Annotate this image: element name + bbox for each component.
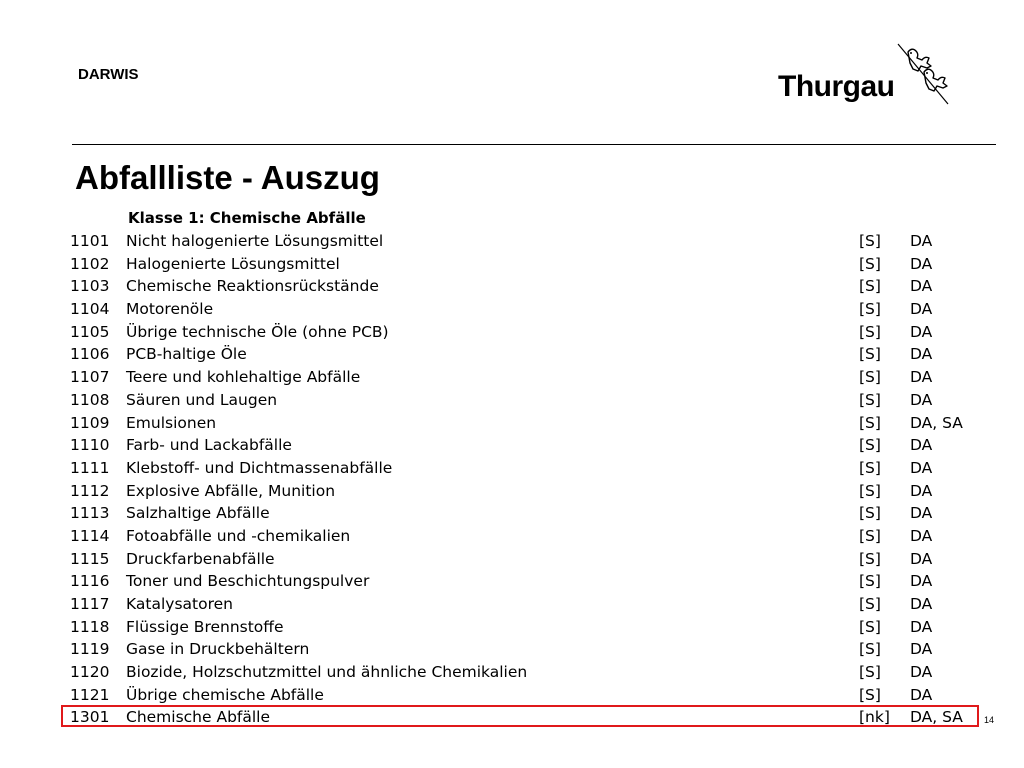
waste-category: [S] bbox=[859, 504, 881, 523]
waste-name: Farb- und Lackabfälle bbox=[126, 436, 292, 455]
waste-treatment: DA bbox=[910, 390, 933, 409]
table-row bbox=[0, 275, 1024, 298]
waste-category: [S] bbox=[859, 300, 881, 319]
waste-name: Gase in Druckbehältern bbox=[126, 640, 310, 659]
waste-code: 1105 bbox=[70, 322, 110, 341]
waste-category: [S] bbox=[859, 413, 881, 432]
waste-category: [S] bbox=[859, 232, 881, 250]
waste-code: 1112 bbox=[70, 481, 110, 500]
waste-code: 1109 bbox=[70, 413, 110, 432]
table-row bbox=[0, 366, 1024, 389]
logo-text: Thurgau bbox=[778, 70, 895, 103]
table-row bbox=[0, 343, 1024, 366]
waste-category: [S] bbox=[859, 481, 881, 500]
table-row bbox=[0, 480, 1024, 503]
waste-code: 1114 bbox=[70, 526, 110, 545]
page-number: 14 bbox=[984, 715, 995, 725]
waste-code: 1117 bbox=[70, 595, 110, 613]
table-row bbox=[0, 298, 1024, 321]
waste-category: [S] bbox=[859, 549, 881, 568]
class-heading: Klasse 1: Chemische Abfälle bbox=[128, 209, 366, 227]
waste-treatment: DA bbox=[910, 504, 933, 523]
waste-treatment: DA bbox=[910, 322, 933, 341]
waste-name: Druckfarbenabfälle bbox=[126, 549, 275, 568]
waste-treatment: DA bbox=[910, 685, 933, 704]
waste-name: PCB-haltige Öle bbox=[126, 345, 247, 364]
table-row bbox=[0, 321, 1024, 344]
thurgau-lion-emblem-icon bbox=[896, 42, 950, 106]
waste-treatment: DA bbox=[910, 526, 933, 545]
table-row bbox=[0, 412, 1024, 435]
waste-category: [S] bbox=[859, 595, 881, 613]
waste-category: [S] bbox=[859, 277, 881, 296]
waste-treatment: DA bbox=[910, 481, 933, 500]
page-title: Abfallliste - Auszug bbox=[75, 159, 380, 196]
table-row bbox=[0, 434, 1024, 457]
waste-name: Explosive Abfälle, Munition bbox=[126, 481, 336, 500]
waste-category: [S] bbox=[859, 368, 881, 387]
table-row bbox=[0, 638, 1024, 661]
highlight-box bbox=[61, 705, 979, 727]
waste-treatment: DA bbox=[910, 663, 933, 682]
table-row bbox=[0, 661, 1024, 684]
table-row bbox=[0, 502, 1024, 525]
waste-treatment: DA bbox=[910, 300, 933, 319]
waste-name: Fotoabfälle und -chemikalien bbox=[126, 526, 351, 545]
waste-treatment: DA bbox=[910, 549, 933, 568]
waste-treatment: DA bbox=[910, 277, 933, 296]
waste-code: 1301 bbox=[70, 708, 110, 727]
waste-name: Übrige chemische Abfälle bbox=[126, 685, 324, 704]
waste-name: Chemische Reaktionsrückstände bbox=[126, 277, 379, 296]
waste-name: Flüssige Brennstoffe bbox=[126, 617, 284, 636]
waste-code: 1102 bbox=[70, 254, 110, 273]
waste-category: [S] bbox=[859, 254, 881, 273]
waste-name: Säuren und Laugen bbox=[126, 390, 278, 409]
table-row bbox=[0, 457, 1024, 480]
table-row bbox=[0, 525, 1024, 548]
waste-treatment: DA bbox=[910, 436, 933, 455]
waste-category: [S] bbox=[859, 390, 881, 409]
waste-name: Emulsionen bbox=[126, 413, 217, 432]
waste-category: [S] bbox=[859, 345, 881, 364]
table-row bbox=[0, 570, 1024, 593]
waste-treatment: DA bbox=[910, 254, 933, 273]
waste-code: 1120 bbox=[70, 663, 110, 682]
table-row bbox=[0, 616, 1024, 639]
waste-code: 1103 bbox=[70, 277, 110, 296]
waste-treatment: DA bbox=[910, 595, 933, 613]
waste-code: 1121 bbox=[70, 685, 110, 704]
waste-name: Motorenöle bbox=[126, 300, 214, 319]
table-row bbox=[0, 593, 1024, 616]
waste-category: [S] bbox=[859, 458, 881, 477]
header-divider bbox=[72, 144, 996, 145]
waste-category: [S] bbox=[859, 685, 881, 704]
waste-treatment: DA bbox=[910, 617, 933, 636]
waste-code: 1119 bbox=[70, 640, 110, 659]
table-row bbox=[0, 253, 1024, 276]
waste-name: Katalysatoren bbox=[126, 595, 233, 613]
waste-code: 1107 bbox=[70, 368, 110, 387]
waste-name: Biozide, Holzschutzmittel und ähnliche Chemikalien bbox=[126, 663, 528, 682]
waste-code: 1106 bbox=[70, 345, 110, 364]
waste-name: Übrige technische Öle (ohne PCB) bbox=[126, 322, 389, 341]
waste-category: [S] bbox=[859, 526, 881, 545]
waste-code: 1101 bbox=[70, 232, 110, 250]
waste-name: Toner und Beschichtungspulver bbox=[126, 572, 370, 591]
waste-code: 1111 bbox=[70, 458, 110, 477]
waste-treatment: DA bbox=[910, 368, 933, 387]
waste-name: Klebstoff- und Dichtmassenabfälle bbox=[126, 458, 393, 477]
waste-name: Halogenierte Lösungsmittel bbox=[126, 254, 340, 273]
waste-category: [S] bbox=[859, 322, 881, 341]
waste-category: [S] bbox=[859, 436, 881, 455]
waste-treatment: DA, SA bbox=[910, 708, 963, 727]
waste-category: [S] bbox=[859, 663, 881, 682]
waste-list bbox=[0, 230, 1024, 729]
header-label: DARWIS bbox=[78, 66, 139, 83]
waste-treatment: DA bbox=[910, 232, 933, 250]
waste-name: Salzhaltige Abfälle bbox=[126, 504, 270, 523]
waste-name: Nicht halogenierte Lösungsmittel bbox=[126, 232, 384, 250]
thurgau-logo bbox=[778, 42, 950, 106]
waste-category: [nk] bbox=[859, 708, 890, 727]
waste-treatment: DA, SA bbox=[910, 413, 963, 432]
waste-code: 1104 bbox=[70, 300, 110, 319]
waste-code: 1118 bbox=[70, 617, 110, 636]
table-row bbox=[0, 548, 1024, 571]
table-row bbox=[0, 684, 1024, 707]
waste-code: 1108 bbox=[70, 390, 110, 409]
waste-code: 1116 bbox=[70, 572, 110, 591]
waste-name: Chemische Abfälle bbox=[126, 708, 271, 727]
waste-treatment: DA bbox=[910, 345, 933, 364]
waste-code: 1110 bbox=[70, 436, 110, 455]
waste-treatment: DA bbox=[910, 458, 933, 477]
waste-code: 1113 bbox=[70, 504, 110, 523]
waste-treatment: DA bbox=[910, 572, 933, 591]
table-row bbox=[0, 230, 1024, 253]
waste-category: [S] bbox=[859, 572, 881, 591]
waste-name: Teere und kohlehaltige Abfälle bbox=[126, 368, 361, 387]
table-row bbox=[0, 389, 1024, 412]
waste-category: [S] bbox=[859, 640, 881, 659]
waste-treatment: DA bbox=[910, 640, 933, 659]
waste-category: [S] bbox=[859, 617, 881, 636]
waste-code: 1115 bbox=[70, 549, 110, 568]
